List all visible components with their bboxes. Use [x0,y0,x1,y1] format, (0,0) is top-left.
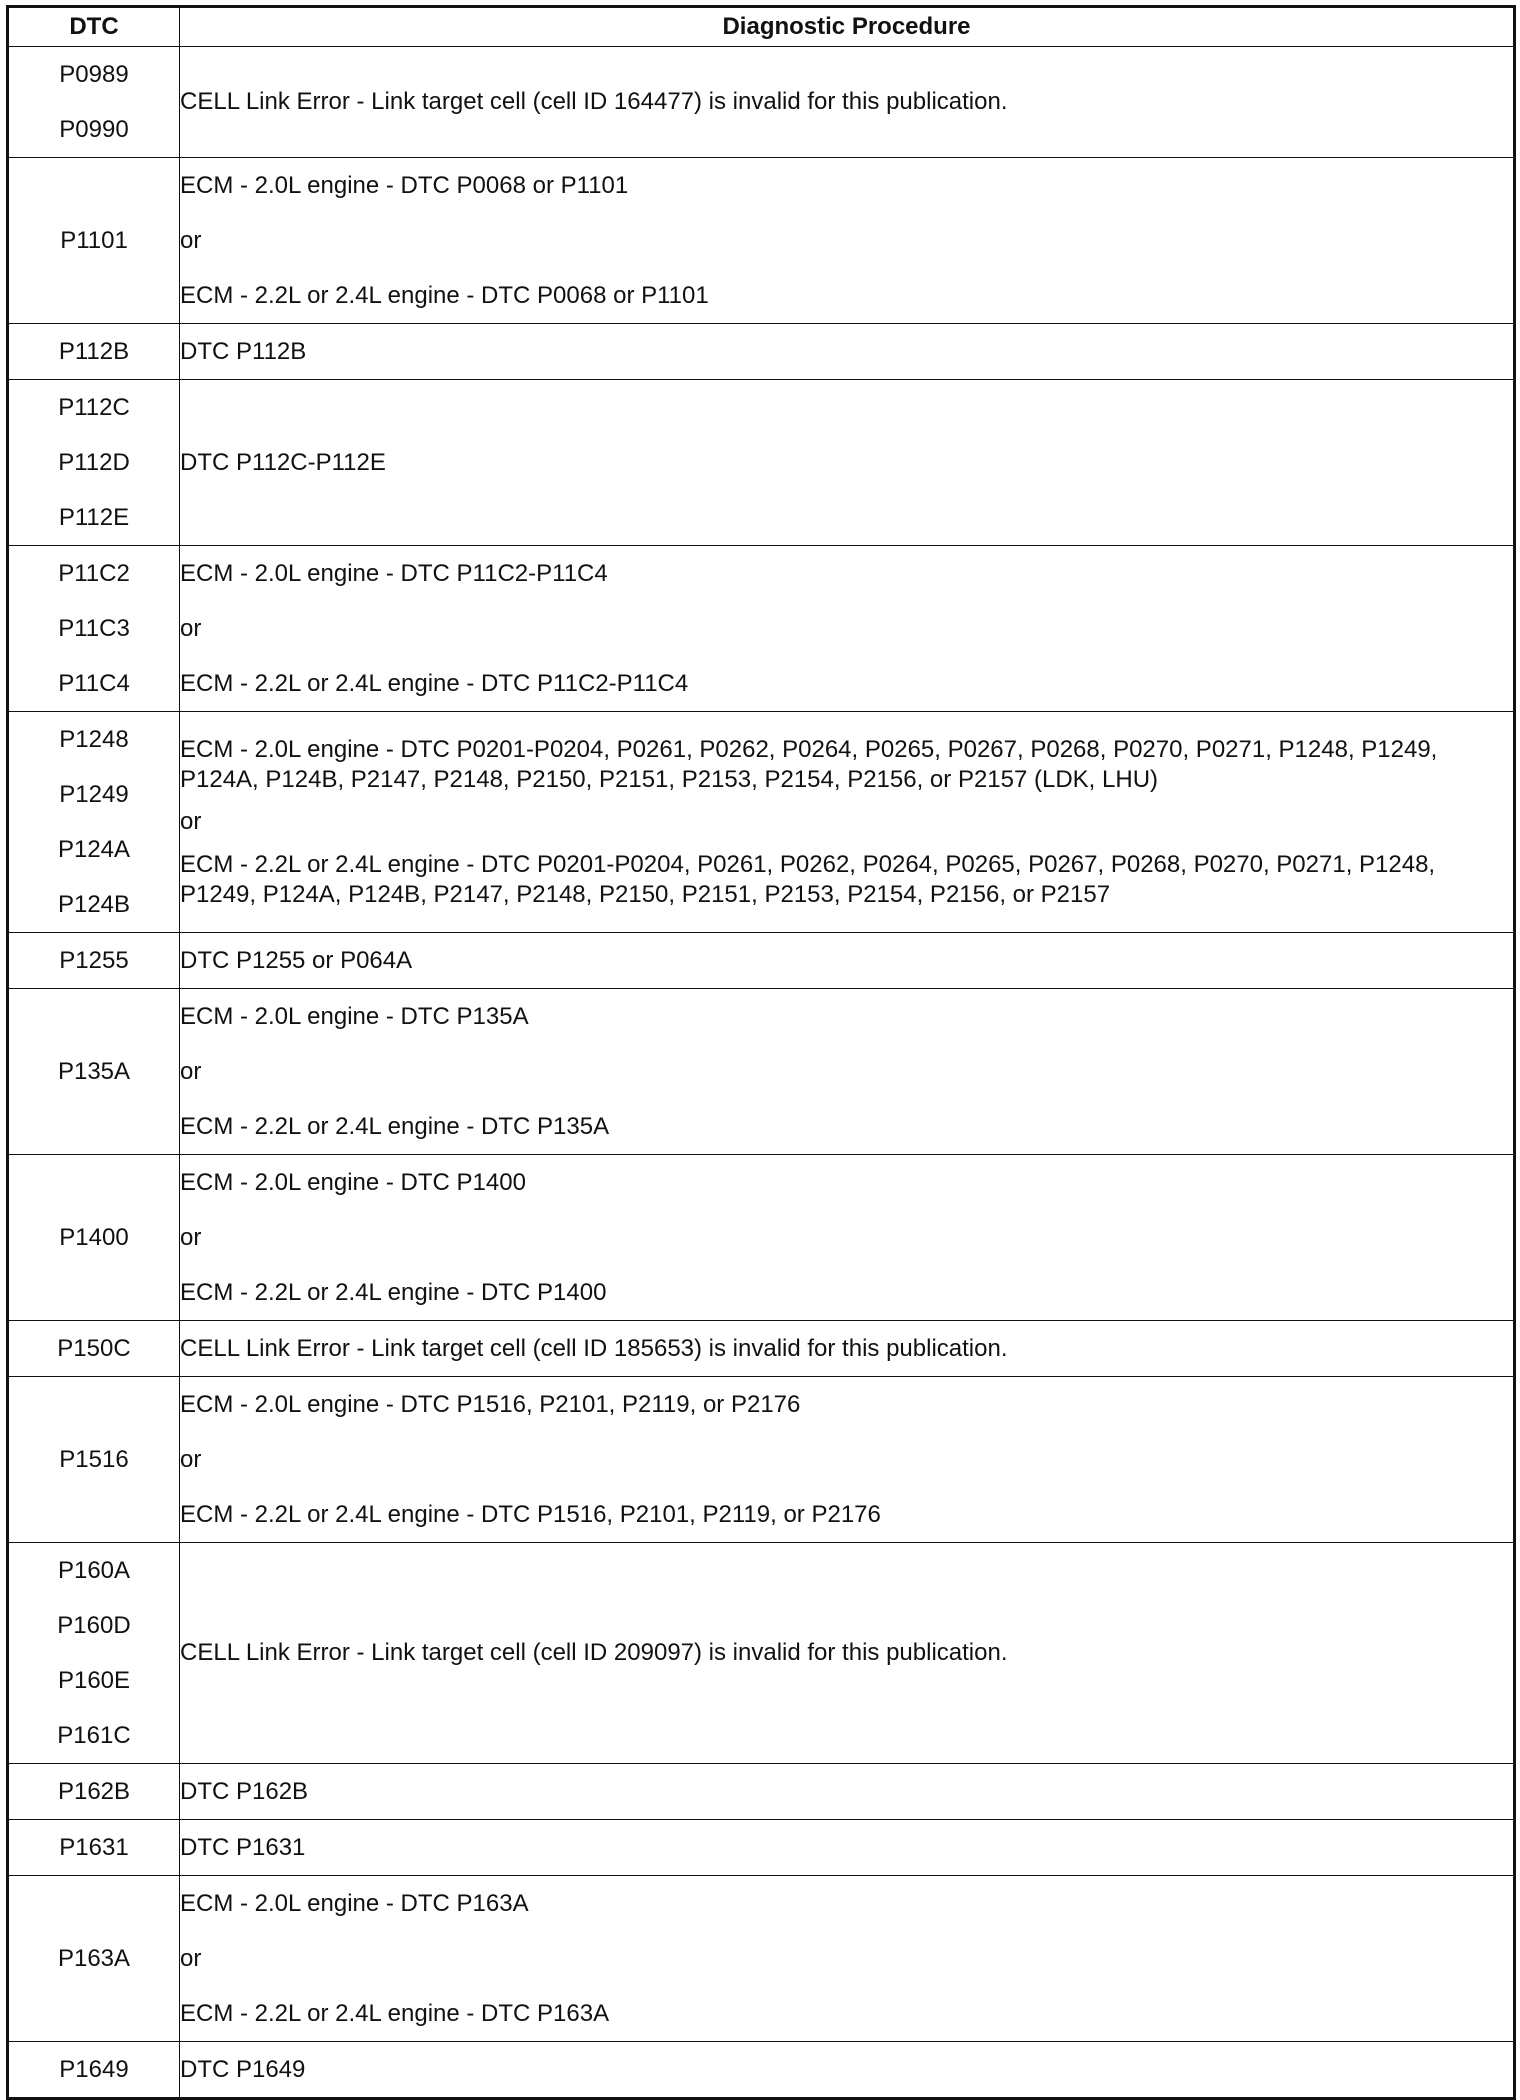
procedure-text: ECM - 2.2L or 2.4L engine - DTC P0201-P0204, P0261, P0262, P0264, P0265, P0267, P0268, P0270, P0271, P1248, P1249, P124A, P124B, P2147, P2148, P2150, P2151, P2153, P2154, P2156, or P2157 [180,850,1436,908]
procedure-line [180,546,1513,601]
dtc-column-header: DTC [8,7,180,47]
dtc-code-cell [8,546,180,712]
dtc-code: P163A [57,1945,131,1972]
dtc-code-cell [8,1377,180,1543]
dtc-code: P160A [57,1557,131,1584]
procedure-text: CELL Link Error - Link target cell (cell ID 185653) is invalid for this publication. [180,1334,1008,1362]
procedure-text: or [180,808,202,835]
table-row [8,47,1515,158]
procedure-line [180,1155,1513,1210]
procedure-text: or [180,1445,202,1473]
dtc-code: P135A [57,1058,131,1085]
table-row [8,158,1515,324]
procedure-line [180,268,1513,323]
procedure-text: ECM - 2.2L or 2.4L engine - DTC P0068 or P1101 [180,281,709,309]
table-row [8,1155,1515,1321]
table-row [8,324,1515,380]
procedure-column-header: Diagnostic Procedure [180,7,1515,47]
procedure-text: or [180,1223,202,1251]
table-row [8,1764,1515,1820]
dtc-code: P1101 [60,227,128,254]
procedure-line [180,75,1513,130]
dtc-code: P1631 [59,1834,129,1861]
procedure-cell [180,47,1515,158]
dtc-code: P112D [58,449,130,476]
procedure-line [180,656,1513,711]
procedure-text: DTC P1631 [180,1833,306,1861]
procedure-cell [180,158,1515,324]
procedure-text: ECM - 2.2L or 2.4L engine - DTC P135A [180,1112,610,1140]
procedure-cell [180,1321,1515,1377]
dtc-code: P1249 [59,781,129,808]
dtc-code-cell [8,324,180,380]
procedure-line [180,2042,1513,2097]
dtc-code-cell [8,1876,180,2042]
dtc-code: P112E [58,504,130,531]
procedure-line [180,1820,1513,1875]
procedure-cell [180,324,1515,380]
procedure-line [180,1265,1513,1320]
dtc-code-cell [8,158,180,324]
table-row [8,1321,1515,1377]
dtc-code: P11C4 [58,670,130,697]
procedure-line [180,1044,1513,1099]
procedure-text: ECM - 2.2L or 2.4L engine - DTC P1400 [180,1278,607,1306]
procedure-cell [180,1876,1515,2042]
procedure-text: DTC P112C-P112E [180,448,386,476]
procedure-line [180,933,1513,988]
procedure-line [180,989,1513,1044]
procedure-line [180,1487,1513,1542]
procedure-text: ECM - 2.2L or 2.4L engine - DTC P11C2-P11C4 [180,669,689,697]
dtc-code: P162B [57,1778,131,1805]
dtc-code: P112C [58,394,130,421]
table-row [8,1876,1515,2042]
procedure-text: CELL Link Error - Link target cell (cell ID 164477) is invalid for this publication. [180,88,1008,115]
procedure-cell [180,989,1515,1155]
dtc-code: P112B [58,338,130,365]
dtc-code-cell [8,712,180,933]
dtc-code: P160D [57,1612,131,1639]
dtc-code-cell [8,1764,180,1820]
dtc-code-cell [8,933,180,989]
procedure-cell [180,712,1515,933]
procedure-text: ECM - 2.0L engine - DTC P163A [180,1889,529,1917]
dtc-code: P1516 [59,1446,129,1473]
dtc-code-cell [8,2042,180,2099]
procedure-cell [180,1820,1515,1876]
procedure-line [180,601,1513,656]
dtc-code-cell [8,1321,180,1377]
procedure-text: DTC P1255 or P064A [180,946,413,974]
table-row [8,1820,1515,1876]
dtc-code: P1248 [59,726,129,753]
procedure-text: ECM - 2.0L engine - DTC P0201-P0204, P0261, P0262, P0264, P0265, P0267, P0268, P0270, P0271, P1248, P1249, P124A, P124B, P2147, P2148, P2150, P2151, P2153, P2154, P2156, or P2157 (LDK, LHU) [180,735,1438,793]
procedure-line [180,1764,1513,1819]
dtc-code: P1400 [59,1224,129,1251]
procedure-line [180,1377,1513,1432]
dtc-code-cell [8,47,180,158]
procedure-text: ECM - 2.2L or 2.4L engine - DTC P163A [180,1999,610,2027]
procedure-text: DTC P162B [180,1777,309,1805]
procedure-cell [180,1377,1515,1543]
procedure-line [180,850,1513,910]
procedure-text: or [180,1057,202,1085]
procedure-cell [180,2042,1515,2099]
procedure-text: ECM - 2.0L engine - DTC P135A [180,1002,529,1030]
table-row [8,2042,1515,2099]
procedure-text: ECM - 2.0L engine - DTC P0068 or P1101 [180,171,629,199]
procedure-line [180,435,1513,490]
procedure-text: or [180,226,202,254]
procedure-text: ECM - 2.0L engine - DTC P1400 [180,1168,526,1196]
dtc-code: P11C3 [58,615,130,642]
dtc-code-cell [8,1543,180,1764]
dtc-code: P0990 [59,116,129,143]
table-row [8,380,1515,546]
dtc-code-cell [8,1820,180,1876]
procedure-line [180,1876,1513,1931]
procedure-cell [180,546,1515,712]
procedure-cell [180,933,1515,989]
procedure-line [180,1986,1513,2041]
procedure-line [180,158,1513,213]
procedure-text: DTC P1649 [180,2055,306,2083]
procedure-line [180,324,1513,379]
dtc-code: P160E [57,1667,131,1694]
table-body [8,47,1515,2099]
procedure-line [180,213,1513,268]
procedure-cell [180,1543,1515,1764]
procedure-line [180,1626,1513,1681]
procedure-text: or [180,1944,202,1972]
dtc-code: P124A [57,836,131,863]
dtc-code-cell [8,989,180,1155]
dtc-code-cell [8,380,180,546]
table-row [8,989,1515,1155]
procedure-line [180,1321,1513,1376]
procedure-text: CELL Link Error - Link target cell (cell ID 209097) is invalid for this publication. [180,1639,1008,1666]
procedure-line [180,1931,1513,1986]
procedure-line [180,1099,1513,1154]
header-row [8,7,1515,47]
procedure-text: ECM - 2.0L engine - DTC P11C2-P11C4 [180,559,608,587]
table-row [8,546,1515,712]
procedure-text: DTC P112B [180,337,307,365]
dtc-code: P161C [57,1722,131,1749]
dtc-code: P0989 [59,61,129,88]
procedure-line [180,735,1513,795]
table-row [8,712,1515,933]
procedure-line [180,1432,1513,1487]
dtc-code: P1255 [59,947,129,974]
procedure-text: ECM - 2.2L or 2.4L engine - DTC P1516, P2101, P2119, or P2176 [180,1500,881,1528]
procedure-cell [180,380,1515,546]
dtc-table [6,5,1516,2100]
procedure-text: or [180,614,202,642]
dtc-code: P1649 [59,2056,129,2083]
procedure-line [180,795,1513,850]
table-row [8,933,1515,989]
dtc-code: P11C2 [58,560,130,587]
table-row [8,1543,1515,1764]
dtc-code-cell [8,1155,180,1321]
procedure-text: ECM - 2.0L engine - DTC P1516, P2101, P2119, or P2176 [180,1390,801,1418]
procedure-line [180,1210,1513,1265]
procedure-cell [180,1155,1515,1321]
table-row [8,1377,1515,1543]
dtc-code: P124B [57,891,131,918]
procedure-cell [180,1764,1515,1820]
dtc-code: P150C [57,1335,131,1362]
